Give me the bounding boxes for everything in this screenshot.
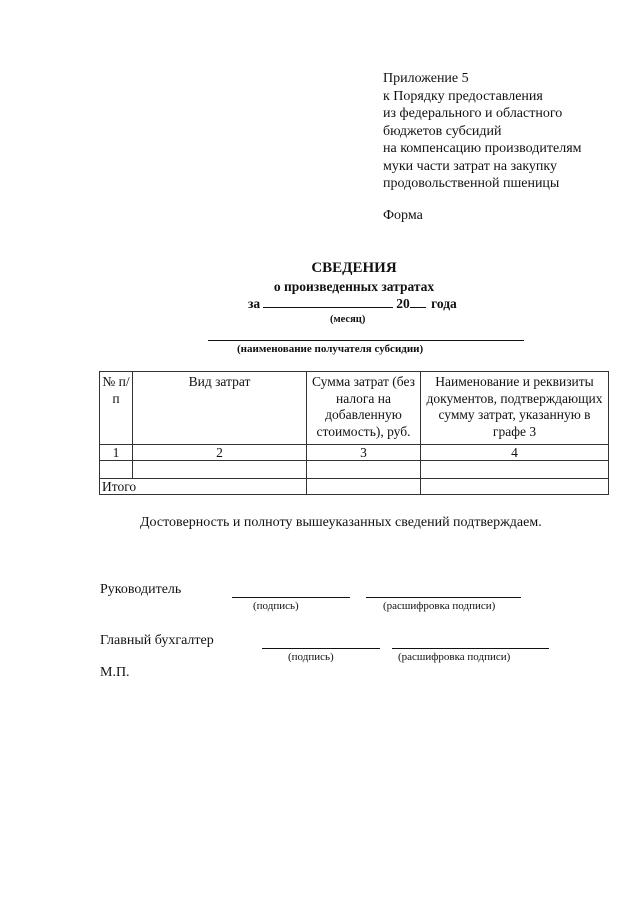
- costs-table: [99, 371, 609, 495]
- period-suffix: года: [431, 296, 457, 311]
- head-decoding-caption: (расшифровка подписи): [383, 600, 496, 612]
- total-row: [100, 479, 609, 495]
- table-row: [100, 461, 609, 479]
- column-header-amount: Сумма затрат (без налога на добавленную стоимость), руб.: [307, 372, 421, 445]
- table-cell[interactable]: [100, 461, 133, 479]
- appendix-line: из федерального и областного: [383, 106, 563, 121]
- head-signature-line[interactable]: [232, 597, 350, 598]
- month-blank: [263, 295, 393, 308]
- accountant-signature-caption: (подпись): [288, 651, 334, 663]
- appendix-block: [383, 70, 582, 193]
- column-header-number: № п/п: [100, 372, 133, 445]
- recipient-caption: (наименование получателя субсидии): [237, 343, 424, 355]
- period-year: 20: [396, 296, 410, 311]
- appendix-line: на компенсацию производителям: [383, 141, 582, 156]
- column-number: 2: [133, 445, 307, 461]
- column-header-documents: Наименование и реквизиты документов, подтверждающих сумму затрат, указанную в графе 3: [421, 372, 609, 445]
- recipient-blank: [208, 340, 524, 341]
- accountant-label: Главный бухгалтер: [100, 633, 214, 648]
- accountant-signature-line[interactable]: [262, 648, 380, 649]
- period-line: [248, 295, 457, 312]
- appendix-line: бюджетов субсидий: [383, 123, 502, 139]
- confirmation-text: Достоверность и полноту вышеуказанных сведений подтверждаем.: [140, 515, 542, 530]
- total-label: Итого: [100, 479, 307, 495]
- table-header-row: [100, 372, 609, 445]
- period-prefix: за: [248, 296, 261, 311]
- head-decoding-line[interactable]: [366, 597, 521, 598]
- appendix-line: муки части затрат на закупку: [383, 158, 558, 174]
- accountant-decoding-caption: (расшифровка подписи): [398, 651, 511, 663]
- stamp-label: М.П.: [100, 665, 130, 680]
- document-subtitle: о произведенных затратах: [273, 279, 435, 294]
- column-number: 3: [307, 445, 421, 461]
- table-cell[interactable]: [133, 461, 307, 479]
- table-cell[interactable]: [421, 461, 609, 479]
- appendix-line: продовольственной пшеницы: [383, 176, 560, 191]
- head-label: Руководитель: [100, 582, 182, 597]
- column-header-cost-type: Вид затрат: [133, 372, 307, 445]
- appendix-line: к Порядку предоставления: [383, 88, 543, 104]
- table-cell[interactable]: [307, 461, 421, 479]
- column-number-row: [100, 445, 609, 461]
- total-documents-cell[interactable]: [421, 479, 609, 495]
- form-label: Форма: [383, 208, 423, 223]
- month-caption: (месяц): [330, 314, 366, 325]
- head-signature-caption: (подпись): [253, 600, 299, 612]
- accountant-decoding-line[interactable]: [392, 648, 549, 649]
- appendix-line: Приложение 5: [383, 71, 469, 86]
- document-title: СВЕДЕНИЯ: [311, 260, 397, 276]
- column-number: 1: [100, 445, 133, 461]
- year-blank: [410, 295, 426, 308]
- total-amount-cell[interactable]: [307, 479, 421, 495]
- column-number: 4: [421, 445, 609, 461]
